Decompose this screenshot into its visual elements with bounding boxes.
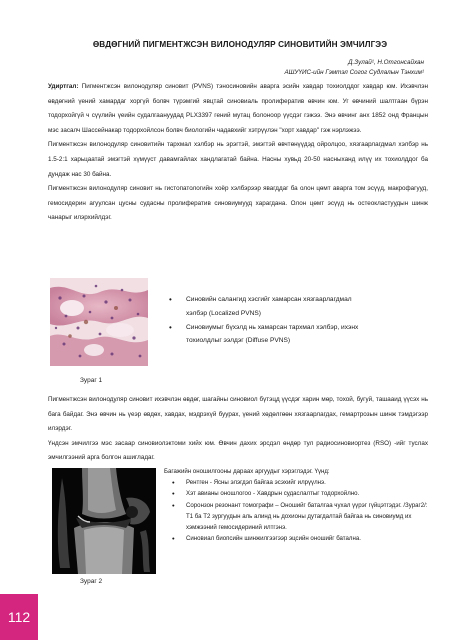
intro-lead: Удиртгал:	[48, 83, 79, 90]
figure-1-bullet-localized: • Синовийн салангид хэсгийг хамарсан хязгаарлагдмал хэлбэр (Localized PVNS)	[164, 293, 364, 321]
middle-paragraph-1: Пигментжсэн вилонодуляр синовит ихэвчлэн өвдөг, шагайны синовиол бүтэцд үүсдэг харин мөр, тохой, бугуй, ташааид үүсэх нь бага байдаг. Энэ өвчин нь үеэр өвдөх, хавдах, мэдрэхүй буурах, үений хөдөлгөөн хязгаарлагдах, гемартрозын шинж тэмдэгээр илэрдэг.	[48, 396, 428, 433]
middle-section	[48, 393, 428, 466]
intro-paragraph-1-text: Пигментжсэн вилонодуляр синовит (PVNS) тэносиновийн аварга эсийн хавдар тохиолддог хавдар юм. Ихэвчлэн өвдөгний үений хамардаг хоргүй болвч түрэмгий явцтай синовиаль пролифератив өвчин юм. Уг өвчиний шалтгаан бүрэн тодорхойгүй ч сүүлийн үеийн судалгаануудад PLX3397 гений мутац болоноор үүсдэг гэжээ. Энэ өвчинг анх 1852 онд Францын мэс засалч Шассейнакар тодорхойлсон болвч биологийн чадавхийг хэтрүүлэн "хорт хавдар" гэж нэрлэжээ.	[48, 83, 428, 134]
diagnostics-item-xray: • Рентген - Ясны элэгдэл байгаа эсэхийг илрүүлнэ.	[164, 477, 428, 488]
diagnostics-list	[164, 477, 428, 544]
diagnostics-intro: Багажийн оношилгооны дараах аргуудыг хэрэглэдэг. Үүнд:	[164, 468, 330, 475]
figure-1-bullet-diffuse: • Синовиумыг бүхэлд нь хамарсан тархмал хэлбэр, ихэнх тохиолдлыг ээлдэг (Diffuse PVNS)	[164, 321, 364, 349]
figure-1-histology-image	[50, 278, 148, 366]
diagnostics-item-ultrasound: • Хэт авианы оношлогоо - Хавдрын судаслалтыг тодорхойлно.	[164, 488, 428, 499]
author-block	[124, 58, 424, 78]
figure-2-caption: Зураг 2	[80, 578, 103, 585]
intro-paragraph-3: Пигментжсэн вилонодуляр синовит нь гистопатологийн хоёр хэлбэрээр явагддаг ба олон цөмт аварга том эсүүд, макрофагууд, гемосидерин агуулсан цусны судасны пролифератив синовиумууд харагдана. Олон цөмт эсүүд нь остеокластуудын шинж чанарыг илэрхийлдэг.	[48, 185, 428, 222]
diagnostics-block	[164, 466, 428, 544]
knee-mri-scan	[52, 468, 156, 574]
intro-paragraph-1	[48, 80, 428, 138]
page-number-tab: 112	[0, 594, 38, 640]
histology-micrograph	[50, 278, 148, 366]
author-affiliation: АШУҮИС-ийн Гэмтэл Согог Судлалын Тэнхим¹	[284, 69, 424, 76]
author-names: Д.Зулай¹, Н.Отгонсайхан	[348, 59, 424, 66]
figure-2-mri-image	[52, 468, 156, 574]
figure-1-bullet-list	[164, 293, 364, 348]
intro-section	[48, 80, 428, 226]
diagnostics-item-biopsy: • Синовиал биопсийн шинжилгээгээр эцсийн оношийг батална.	[164, 533, 428, 544]
middle-paragraph-2: Үндсэн эмчилгээ мэс засаар синовиолэктоми хийх юм. Өвчин дахих эрсдэл өндөр тул радиосиновиортез (RSO) -ийг туслах эмчилгээний арга болгон ашигладаг.	[48, 439, 428, 462]
intro-paragraph-2: Пигментжсэн вилонодуляр синовитийн тархмал хэлбэр нь эрэгтэй, эмэгтэй өвчтөнүүдэд ойролцоо, хязгаарлагдмал хэлбэр нь 1.5-2:1 харьцаатай эмэгтэй хүмүүст давамгайлах хандлагатай байна. Насны хувьд 20-50 насныханд илүү их тохиолддог ба дундаж нас 30 байна.	[48, 141, 428, 178]
figure-1-caption: Зураг 1	[80, 377, 103, 384]
diagnostics-item-mri: • Соронзон резонант томографи – Оношийг баталгаа чухал үүрэг гүйцэтгэдэг. /Зураг2/: T1 ба T2 зургуудын аль алинд нь дохионы дутагдалтай байгаа нь синовиумд их хэмжээний гемосидериний илтгэнэ.	[164, 500, 428, 534]
article-title: ӨВДӨГНИЙ ПИГМЕНТЖСЭН ВИЛОНОДУЛЯР СИНОВИТИЙН ЭМЧИЛГЭЭ	[92, 40, 388, 49]
